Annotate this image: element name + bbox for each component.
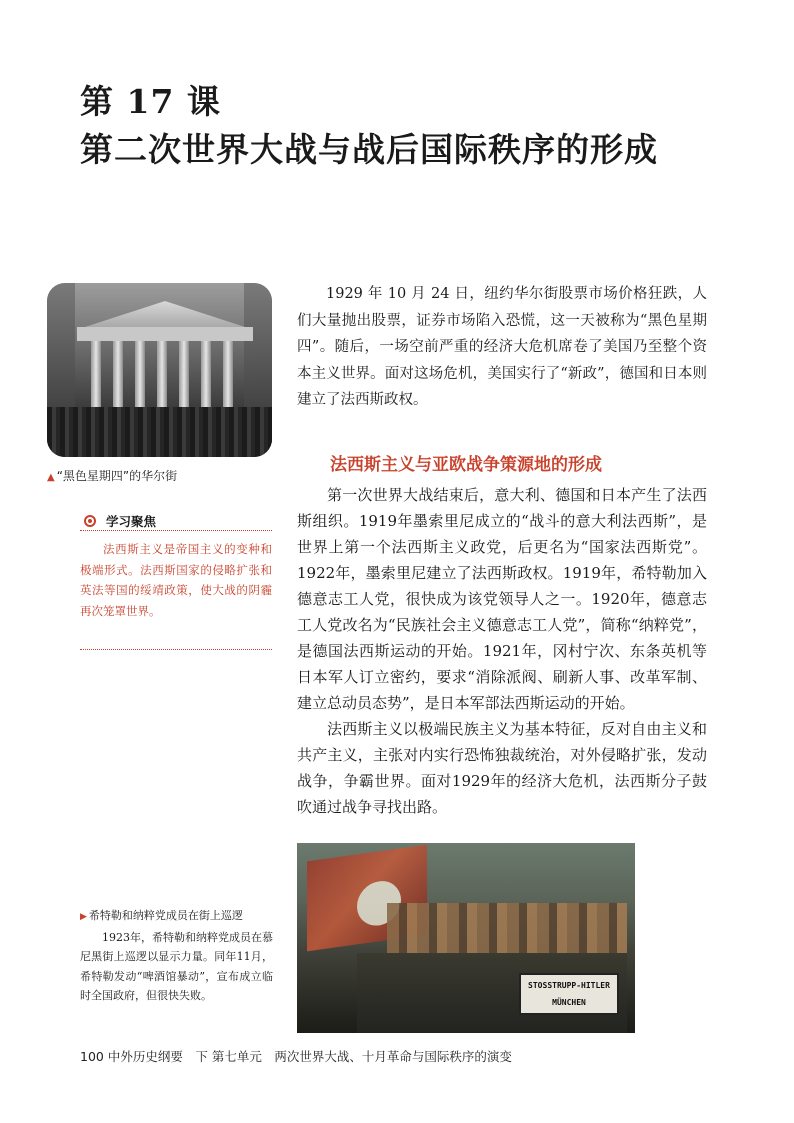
lesson-number: 第 17 课 bbox=[80, 82, 221, 121]
target-circle-icon bbox=[84, 515, 96, 527]
triangle-marker-icon: ▶ bbox=[80, 912, 87, 922]
wall-street-photo bbox=[47, 283, 272, 457]
study-focus-box bbox=[80, 514, 272, 650]
section-heading: 法西斯主义与亚欧战争策源地的形成 bbox=[330, 455, 602, 475]
lesson-title: 第二次世界大战与战后国际秩序的形成 bbox=[80, 130, 658, 169]
body-paragraph: 第一次世界大战结束后，意大利、德国和日本产生了法西斯组织。1919年墨索里尼成立的“战斗的意大利法西斯”，是世界上第一个法西斯主义政党，后更名为“国家法西斯党”。1922年，墨索里尼建立了法西斯政权。1919年，希特勒加入德意志工人党，很快成为该党领导人之一。1920年，德意志工人党改名为“民族社会主义德意志工人党”，简称“纳粹党”，是德国法西斯运动的开始。1921年，冈村宁次、东条英机等日本军人订立密约，要求“消除派阀、刷新人事、改革军制、建立总动员态势”，是日本军部法西斯运动的开始。 bbox=[297, 486, 707, 712]
study-focus-title: 学习聚焦 bbox=[106, 512, 160, 530]
page-number: 100 bbox=[80, 1049, 104, 1064]
intro-paragraph: 1929 年 10 月 24 日，纽约华尔街股票市场价格狂跌，人们大量抛出股票，证券市场陷入恐慌，这一天被称为“黑色星期四”。随后，一场空前严重的经济大危机席卷了美国乃至整个资本主义世界。面对这场危机，美国实行了“新政”，德国和日本则建立了法西斯政权。 bbox=[297, 286, 707, 408]
nazi-patrol-photo bbox=[297, 843, 635, 1033]
triangle-marker-icon: ▲ bbox=[47, 472, 55, 483]
section-body bbox=[297, 482, 707, 820]
body-paragraph: 法西斯主义以极端民族主义为基本特征，反对自由主义和共产主义，主张对内实行恐怖独裁统治，对外侵略扩张，发动战争，争霸世界。面对1929年的经济大危机，法西斯分子鼓吹通过战争寻找出路。 bbox=[297, 720, 707, 816]
study-focus-text: 法西斯主义是帝国主义的变种和极端形式。法西斯国家的侵略扩张和英法等国的绥靖政策，使大战的阴霾再次笼罩世界。 bbox=[80, 542, 272, 618]
wall-street-caption: ▲ “黑色星期四”的华尔街 bbox=[47, 469, 178, 483]
nazi-patrol-caption: ▶ 希特勒和纳粹党成员在街上巡逻 1923年，希特勒和纳粹党成员在慕尼黑街上巡逻以显示力量。同年11月，希特勒发动“啤酒馆暴动”，宣布成立临时全国政府，但很快失败。 bbox=[80, 909, 273, 1002]
footer-text: 中外历史纲要 下 第七单元 两次世界大战、十月革命与国际秩序的演变 bbox=[107, 1049, 512, 1064]
page-footer bbox=[80, 1047, 512, 1065]
truck-sign: STOSSTRUPP-HITLER MÜNCHEN bbox=[519, 973, 619, 1015]
